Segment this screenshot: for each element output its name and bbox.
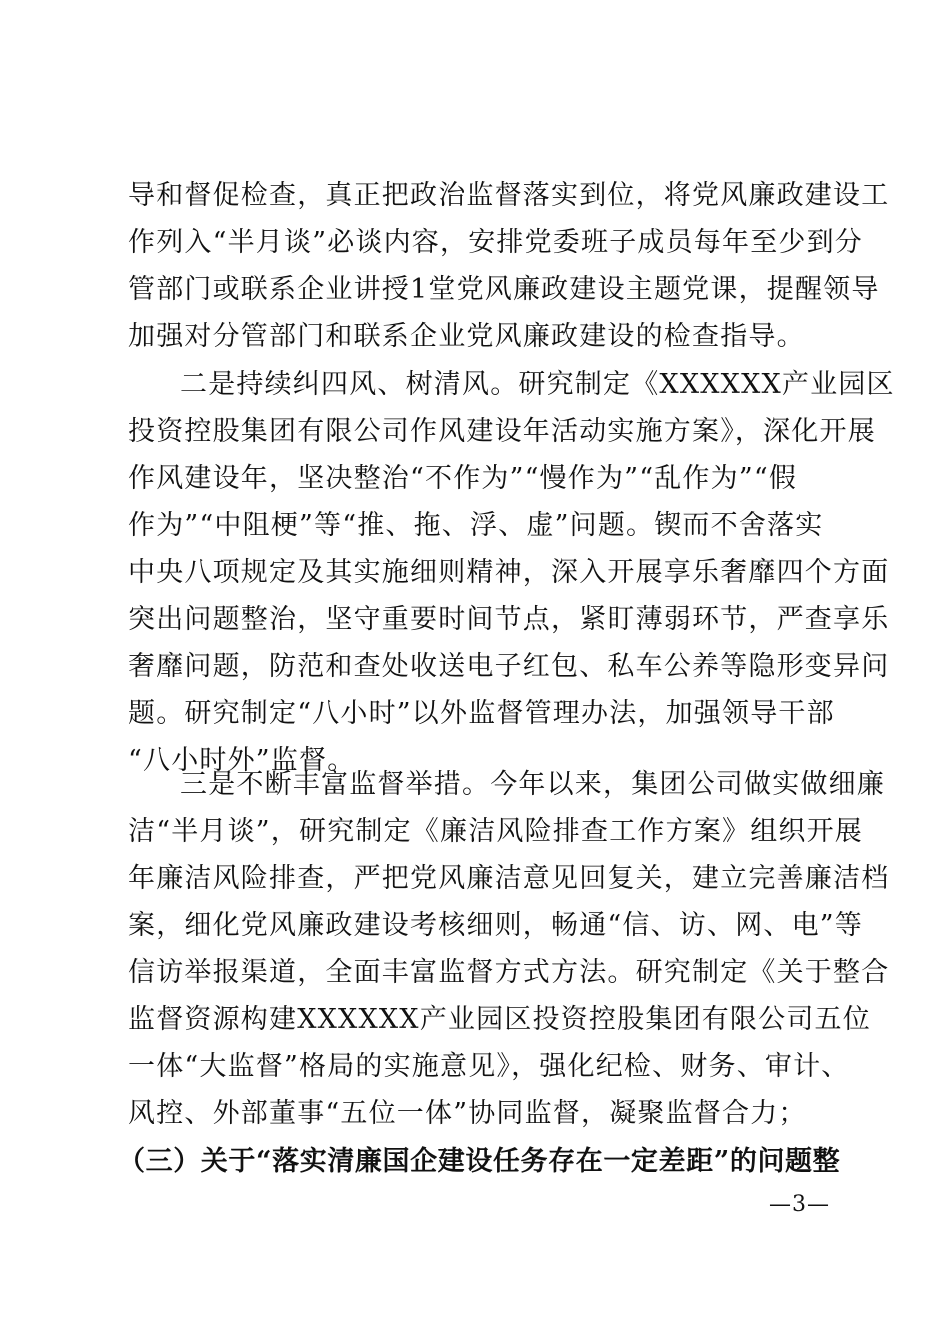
paragraph-line: 风控、外部董事“五位一体”协同监督，凝聚监督合力； — [128, 1098, 807, 1129]
paragraph-line: 加强对分管部门和联系企业党风廉政建设的检查指导。 — [128, 321, 805, 352]
paragraph-line: 一体“大监督”格局的实施意见》，强化纪检、财务、审计、 — [128, 1051, 850, 1082]
page-number: —3— — [769, 1192, 830, 1217]
paragraph-line: 年廉洁风险排查，严把党风廉洁意见回复关，建立完善廉洁档 — [128, 863, 890, 894]
paragraph-line: 监督资源构建XXXXXX产业园区投资控股集团有限公司五位 — [128, 1004, 871, 1035]
paragraph-line: 投资控股集团有限公司作风建设年活动实施方案》，深化开展 — [128, 416, 876, 447]
paragraph-line: 作为”“中阻梗”等“推、拖、浮、虚”问题。锲而不舍落实 — [128, 510, 824, 541]
paragraph-line: 二是持续纠四风、树清风。研究制定《XXXXXX产业园区 — [180, 369, 895, 400]
paragraph-line: 题。研究制定“八小时”以外监督管理办法，加强领导干部 — [128, 698, 835, 729]
paragraph-line: “八小时外”监督。 — [128, 745, 356, 776]
paragraph-line: 作列入“半月谈”必谈内容，安排党委班子成员每年至少到分 — [128, 227, 864, 258]
paragraph-line: 奢靡问题，防范和查处收送电子红包、私车公养等隐形变异问 — [128, 651, 890, 682]
paragraph-line: 洁“半月谈”，研究制定《廉洁风险排查工作方案》组织开展 — [128, 816, 864, 847]
paragraph-line: 信访举报渠道，全面丰富监督方式方法。研究制定《关于整合 — [128, 957, 890, 988]
paragraph-line: 中央八项规定及其实施细则精神，深入开展享乐奢靡四个方面 — [128, 557, 890, 588]
paragraph-line: 突出问题整治，坚守重要时间节点，紧盯薄弱环节，严查享乐 — [128, 604, 890, 635]
paragraph-line: 三是不断丰富监督举措。今年以来，集团公司做实做细廉 — [180, 769, 885, 800]
paragraph-line: 作风建设年，坚决整治“不作为”“慢作为”“乱作为”“假 — [128, 463, 798, 494]
paragraph-line: 导和督促检查，真正把政治监督落实到位，将党风廉政建设工 — [128, 180, 890, 211]
paragraph-line: 案，细化党风廉政建设考核细则，畅通“信、访、网、电”等 — [128, 910, 864, 941]
paragraph-line: 管部门或联系企业讲授1堂党风廉政建设主题党课，提醒领导 — [128, 274, 880, 305]
section-heading: （三）关于“落实清廉国企建设任务存在一定差距”的问题整 — [118, 1146, 841, 1177]
